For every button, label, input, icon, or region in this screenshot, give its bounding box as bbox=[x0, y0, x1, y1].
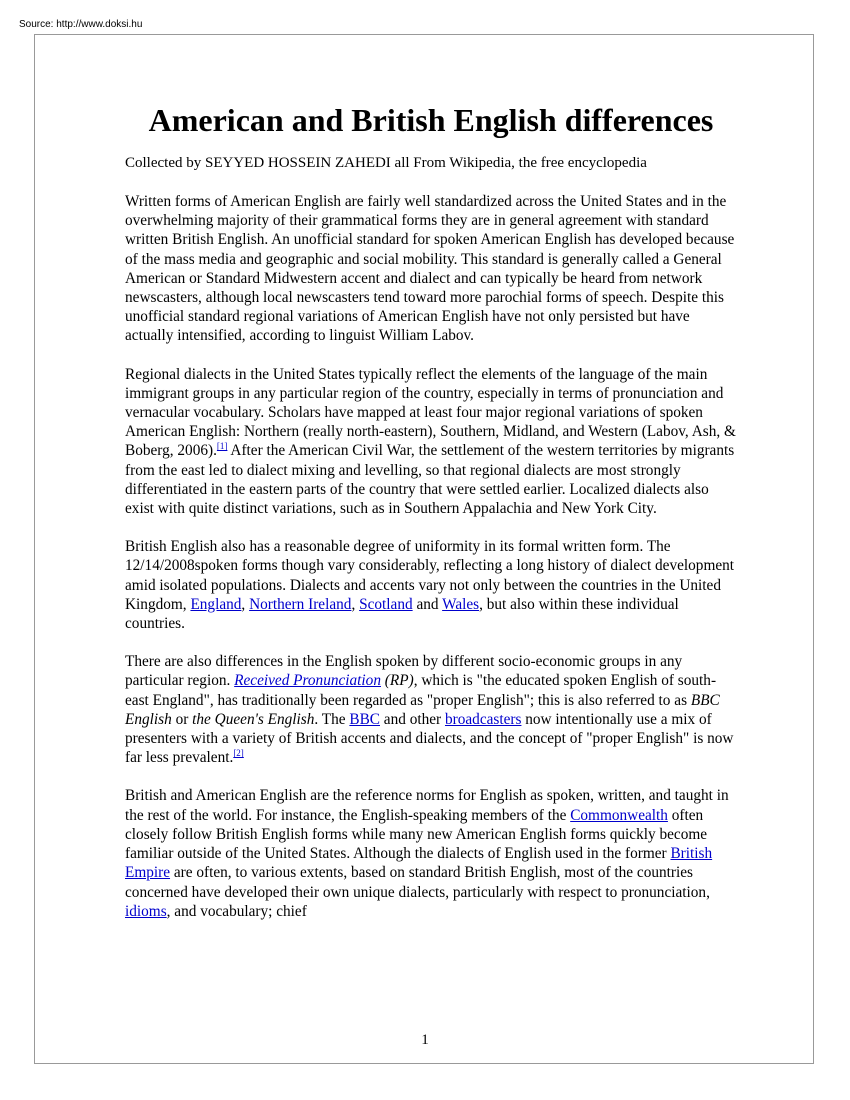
link-scotland[interactable]: Scotland bbox=[359, 595, 413, 613]
text-run: often closely follow British English forms while many new American English forms quickly become familiar outside of the United States. Although the dialects of English used in the former bbox=[125, 806, 708, 863]
text-run: British and American English are the reference norms for English as spoken, written, and taught in the rest of the world. For instance, the English-speaking members of the bbox=[125, 787, 729, 824]
link-idioms[interactable]: idioms bbox=[125, 902, 167, 920]
link-broadcasters[interactable]: broadcasters bbox=[444, 710, 522, 728]
text-run: or bbox=[171, 710, 193, 728]
text-run: . The bbox=[314, 710, 350, 728]
source-label: Source: http://www.doksi.hu bbox=[19, 19, 143, 30]
paragraph-5 bbox=[125, 786, 737, 920]
byline: Collected by SEYYED HOSSEIN ZAHEDI all From Wikipedia, the free encyclopedia bbox=[125, 155, 647, 171]
paragraph-3 bbox=[125, 537, 737, 633]
text-run: Regional dialects in the United States typically reflect the elements of the language of the main immigrant groups in any particular region of the country, especially in terms of pronunciation and vernacular vocabulary. Scholars have mapped at least four major regional variations of spoken American English: Northern (really north-eastern), Southern, Midland, and Western (Labov, Ash, & Boberg, 2006). bbox=[125, 365, 736, 460]
link-england[interactable]: England bbox=[190, 595, 242, 613]
text-run: are often, to various extents, based on standard British English, most of the countries concerned have developed their own unique dialects, particularly with respect to pronunciation, bbox=[125, 864, 710, 901]
text-run: , and vocabulary; chief bbox=[166, 902, 307, 920]
emphasis-bbc-english: BBC English bbox=[125, 691, 720, 728]
link-received-pronunciation[interactable]: Received Pronunciation bbox=[234, 672, 381, 690]
citation-link-2[interactable]: [2] bbox=[233, 748, 244, 759]
text-run: , bbox=[351, 595, 360, 613]
link-british-empire[interactable]: British Empire bbox=[125, 845, 713, 882]
document-title: American and British English differences bbox=[148, 102, 714, 138]
paragraph-4 bbox=[125, 652, 737, 767]
link-northern-ireland[interactable]: Northern Ireland bbox=[249, 595, 352, 613]
text-run: There are also differences in the English spoken by different socio-economic groups in any particular region. bbox=[125, 653, 683, 690]
text-run: and other bbox=[379, 710, 445, 728]
link-wales[interactable]: Wales bbox=[442, 595, 480, 613]
text-run: , bbox=[241, 595, 250, 613]
paragraph-2 bbox=[125, 365, 737, 519]
document-body bbox=[125, 98, 737, 921]
text-run: British English also has a reasonable degree of uniformity in its formal written form. The 12/14/2008spoken forms though vary considerably, reflecting a long history of dialect development amid isolated populations. Dialects and accents vary not only between the countries in the United Kingdom, bbox=[125, 538, 735, 613]
page-number: 1 bbox=[421, 1032, 429, 1048]
text-run: , but also within these individual countries. bbox=[125, 595, 679, 633]
citation-link-1[interactable]: [1] bbox=[216, 441, 228, 452]
emphasis-queens-english: the Queen's English bbox=[192, 710, 315, 728]
text-run: After the American Civil War, the settlement of the western territories by migrants from the east led to dialect mixing and levelling, so that regional dialects are most strongly differentiated in the eastern parts of the country that were settled earlier. Localized dialects also exist with quite distinct variations, such as in Southern Appalachia and New York City. bbox=[125, 442, 735, 518]
paragraph-1: Written forms of American English are fairly well standardized across the United States and in the overwhelming majority of their grammatical forms they are in general agreement with standard written British English. An unofficial standard for spoken American English has developed because of the mass media and geographic and social mobility. This standard is generally called a General American or Standard Midwestern accent and dialect and can typically be heard from network newscasters, although local newscasters tend toward more parochial forms of speech. Despite this unofficial standard regional variations of American English have not only persisted but have actually intensified, according to linguist William Labov. bbox=[125, 193, 735, 345]
rp-abbreviation: (RP) bbox=[380, 672, 414, 690]
text-run: , which is "the educated spoken English of south-east England", has traditionally been regarded as "proper English"; this is also referred to as bbox=[125, 672, 717, 709]
text-run: and bbox=[412, 595, 443, 613]
link-commonwealth[interactable]: Commonwealth bbox=[570, 806, 668, 824]
link-bbc[interactable]: BBC bbox=[349, 710, 380, 728]
text-run: now intentionally use a mix of presenters with a variety of British accents and dialects, and the concept of "proper English" is now far less prevalent. bbox=[125, 710, 734, 767]
